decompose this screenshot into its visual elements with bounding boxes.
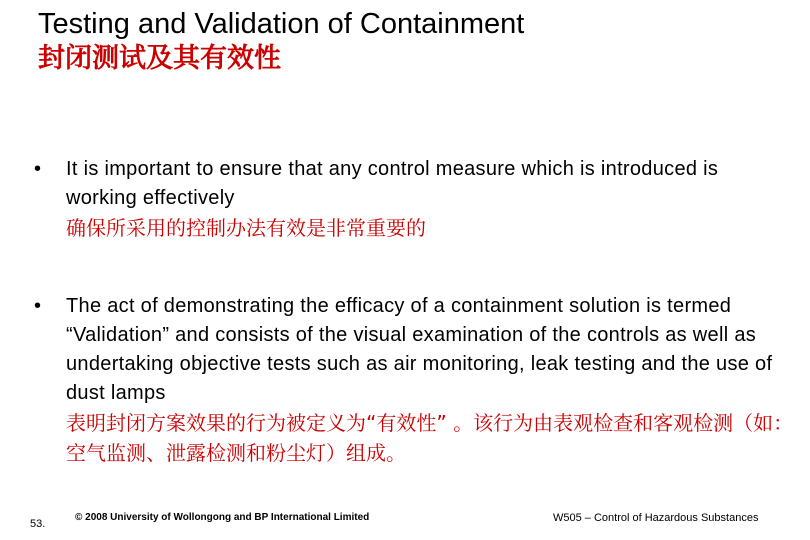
bullet-text-english: The act of demonstrating the efficacy of a containment solution is termed “Validation” and consists of the visual examination of the controls as well as undertaking objective tests such as air monitoring, leak testing and the use of dust lamps xyxy=(66,295,773,404)
bullet-marker: • xyxy=(34,158,42,180)
slide-title xyxy=(38,6,798,76)
title-english: Testing and Validation of Containment xyxy=(38,8,525,40)
copyright-notice: © 2008 University of Wollongong and BP International Limited xyxy=(75,512,370,523)
bullet-text-chinese: 确保所采用的控制办法有效是非常重要的 xyxy=(66,216,426,240)
bullet-list xyxy=(34,155,794,468)
footer-course-title: W505 – Control of Hazardous Substances xyxy=(553,512,759,524)
slide-number: 53. xyxy=(30,518,46,530)
title-chinese: 封闭测试及其有效性 xyxy=(38,43,281,74)
bullet-marker: • xyxy=(34,295,42,317)
bullet-text-chinese: 表明封闭方案效果的行为被定义为“有效性” 。该行为由表观检查和客观检测（如：空气监测、泄露检测和粉尘灯）组成。 xyxy=(66,411,794,465)
bullet-item xyxy=(34,155,794,243)
bullet-item xyxy=(34,292,794,468)
bullet-text-english: It is important to ensure that any control measure which is introduced is working effectively xyxy=(66,158,719,209)
